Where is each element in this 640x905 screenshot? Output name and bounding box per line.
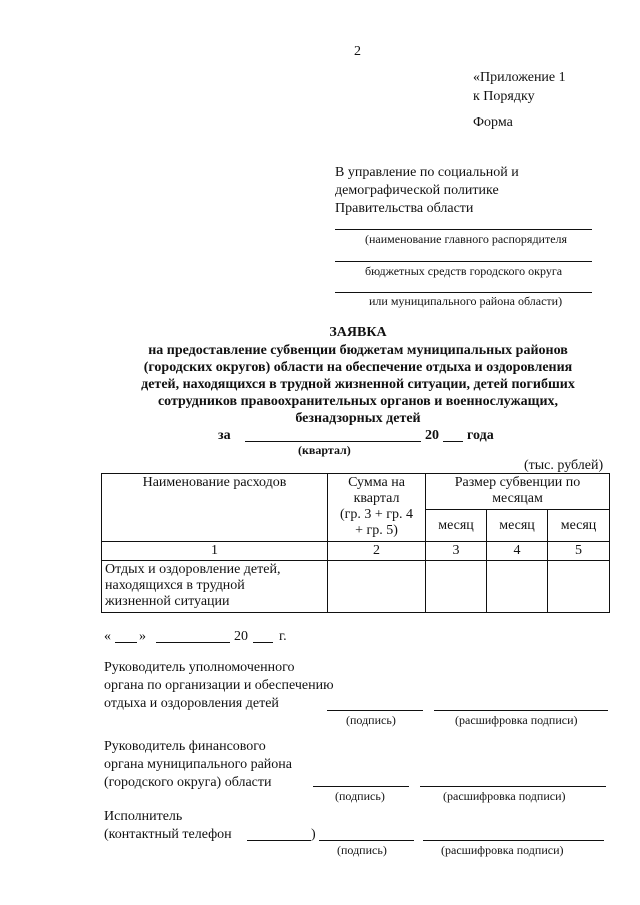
addressee-line-1: В управление по социальной и <box>335 165 519 180</box>
executor-phone-suffix: ) <box>311 827 316 842</box>
annex-form-label: Форма <box>473 115 513 130</box>
date-year-suffix: г. <box>279 629 287 644</box>
row-expense-name: Отдых и оздоровление детей, находящихся в трудной жизненной ситуации <box>102 561 328 613</box>
addressee-blank-1 <box>335 229 592 230</box>
header-quarter-sum: Сумма на квартал (гр. 3 + гр. 4 + гр. 5) <box>328 474 426 542</box>
executor-signature-blank <box>319 840 414 841</box>
date-day-blank <box>115 642 137 643</box>
addressee-line-2: демографической политике <box>335 183 499 198</box>
signer-2-decode-blank <box>420 786 606 787</box>
signer-1-line-1: Руководитель уполномоченного <box>104 660 295 675</box>
row-month-2-cell <box>487 561 548 613</box>
column-number-2: 2 <box>328 542 426 561</box>
signer-1-line-2: органа по организации и обеспечению <box>104 678 334 693</box>
period-year-blank <box>443 441 463 442</box>
header-month-3: месяц <box>548 510 610 542</box>
signer-1-signature-blank <box>327 710 423 711</box>
column-number-1: 1 <box>102 542 328 561</box>
signer-2-sign-caption: (подпись) <box>335 789 385 803</box>
executor-decode-caption: (расшифровка подписи) <box>441 843 564 857</box>
addressee-blank-3 <box>335 292 592 293</box>
signer-2-line-3: (городского округа) области <box>104 775 272 790</box>
executor-sign-caption: (подпись) <box>337 843 387 857</box>
signer-1-line-3: отдыха и оздоровления детей <box>104 696 279 711</box>
table-row <box>102 561 610 613</box>
header-month-1: месяц <box>426 510 487 542</box>
header-month-2: месяц <box>487 510 548 542</box>
page-number: 2 <box>354 44 361 59</box>
column-number-3: 3 <box>426 542 487 561</box>
addressee-caption-1: (наименование главного распорядителя <box>365 232 568 246</box>
row-month-1-cell <box>426 561 487 613</box>
header-subvention-by-month: Размер субвенции по месяцам <box>426 474 610 510</box>
title-line-3: детей, находящихся в трудной жизненной ситуации, детей погибших <box>141 377 575 392</box>
period-year-prefix: 20 <box>425 428 439 443</box>
addressee-blank-2 <box>335 261 592 262</box>
executor-phone-prefix: (контактный телефон <box>104 827 232 842</box>
units-label: (тыс. рублей) <box>524 458 604 473</box>
signer-2-line-2: органа муниципального района <box>104 757 292 772</box>
column-number-5: 5 <box>548 542 610 561</box>
signer-2-signature-blank <box>313 786 409 787</box>
signer-2-decode-caption: (расшифровка подписи) <box>443 789 566 803</box>
date-month-blank <box>156 642 230 643</box>
addressee-caption-2: бюджетных средств городского округа <box>365 264 563 278</box>
signer-2-line-1: Руководитель финансового <box>104 739 266 754</box>
executor-decode-blank <box>423 840 604 841</box>
addressee-line-3: Правительства области <box>335 201 474 216</box>
date-year-blank <box>253 642 273 643</box>
executor-phone-blank <box>247 840 311 841</box>
executor-label: Исполнитель <box>104 809 183 824</box>
date-year-prefix: 20 <box>234 629 248 644</box>
title-heading: ЗАЯВКА <box>329 325 387 340</box>
signer-1-decode-blank <box>434 710 608 711</box>
title-line-5: безнадзорных детей <box>295 411 421 426</box>
row-month-3-cell <box>548 561 610 613</box>
signer-1-sign-caption: (подпись) <box>346 713 396 727</box>
header-expense-name: Наименование расходов <box>102 474 328 542</box>
period-quarter-blank <box>245 441 421 442</box>
annex-line-1: «Приложение 1 <box>473 70 566 85</box>
period-caption: (квартал) <box>298 443 351 457</box>
period-prefix: за <box>218 428 231 443</box>
subvention-table <box>101 473 610 613</box>
annex-line-2: к Порядку <box>473 89 535 104</box>
signer-1-decode-caption: (расшифровка подписи) <box>455 713 578 727</box>
date-close-quote: » <box>139 629 146 644</box>
row-quarter-sum-cell <box>328 561 426 613</box>
addressee-caption-3: или муниципального района области) <box>369 294 563 308</box>
date-open-quote: « <box>104 629 111 644</box>
period-suffix: года <box>467 428 494 443</box>
title-line-2: (городских округов) области на обеспечение отдыха и оздоровления <box>143 360 573 375</box>
title-line-4: сотрудников правоохранительных органов и военнослужащих, <box>157 394 559 409</box>
title-line-1: на предоставление субвенции бюджетам муниципальных районов <box>148 343 568 358</box>
column-number-4: 4 <box>487 542 548 561</box>
